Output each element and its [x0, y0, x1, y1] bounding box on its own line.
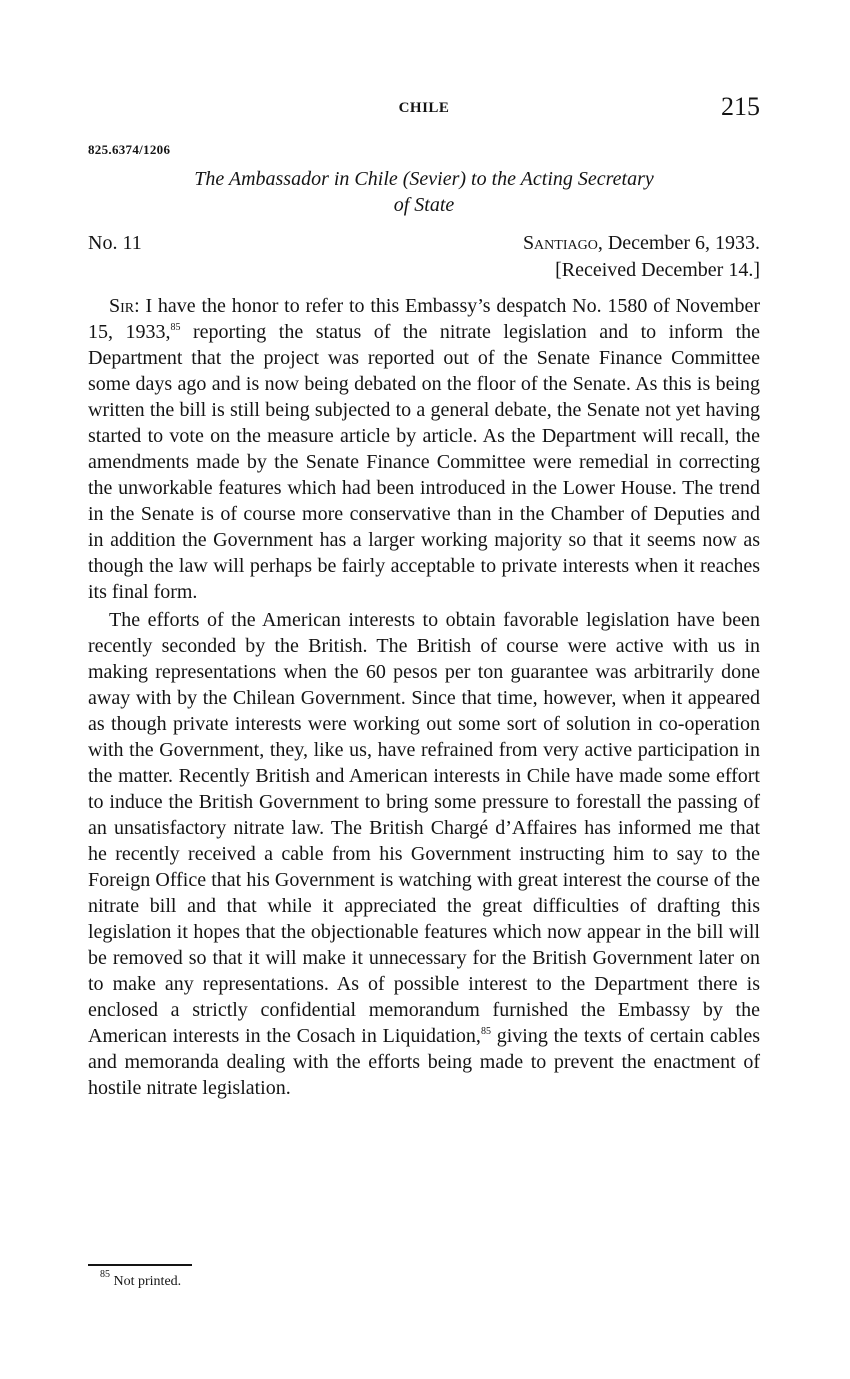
page-number: 215 — [721, 92, 760, 121]
date: December 6, 1933. — [607, 232, 760, 254]
document-title-line-1: The Ambassador in Chile (Sevier) to the Acting Secretary — [194, 168, 654, 190]
footnote — [100, 1269, 182, 1290]
paragraph-1-text-a: I have the honor to refer to this Embassy’s despatch No. 1580 of November 15, 1933, — [88, 295, 761, 343]
paragraph-1 — [88, 293, 760, 605]
dispatch-number: No. 11 — [88, 232, 142, 254]
paragraph-1-text-b: reporting the status of the nitrate legislation and to inform the Department that the project was reported out of the Senate Finance Committee some days ago and is now being debated on the floor of the Senate. As this is being written the bill is still being subjected to a general debate, the Senate not yet having started to vote on the measure article by article. As the Department will recall, the amendments made by the Senate Finance Committee were remedial in correcting the unworkable features which had been introduced in the Lower House. The trend in the Senate is of course more conservative than in the Chamber of Deputies and in addition the Government has a larger working majority so that it seems now as though the law will perhaps be fairly acceptable to private interests when it reaches its final form. — [88, 321, 761, 603]
place: Santiago, — [522, 232, 603, 254]
footnote-divider — [88, 1264, 192, 1266]
document-title-line-2: of State — [393, 194, 455, 216]
document-title — [88, 166, 760, 218]
paragraph-2-text-a: The efforts of the American interests to obtain favorable legislation have been recently seconded by the British. The British of course were active with us in making representations when the 60 pesos per ton guarantee was arbitrarily done away with by the Chilean Government. Since that time, however, when it appeared as though private interests were working out some sort of solution in co-operation with the Government, they, like us, have refrained from very active participation in the matter. Recently British and American interests in Chile have made some effort to induce the British Government to bring some pressure to forestall the passing of an unsatisfactory nitrate law. The British Chargé d’Affaires has informed me that he recently received a cable from his Government instructing him to say to the Foreign Office that his Government is watching with great interest the course of the nitrate bill and that while it appreciated the great difficulties of drafting this legislation it hopes that the objectionable features which now appear in the bill will be removed so that it will make it unnecessary for the British Government later on to make any representations. As of possible interest to the Department there is enclosed a strictly confidential memorandum furnished the Embassy by the American interests in the Cosach in Liquidation, — [88, 609, 760, 1047]
paragraph-2-text-b: giving the texts of certain cables and memoranda dealing with the efforts being made to prevent the enactment of hostile nitrate legislation. — [88, 1025, 761, 1099]
paragraph-2 — [88, 607, 760, 1101]
running-head: CHILE — [398, 100, 450, 116]
footnote-ref: 85 — [170, 322, 181, 333]
footnote-marker: 85 — [100, 1269, 110, 1280]
salutation: Sir: — [109, 295, 140, 317]
place-date — [523, 232, 760, 255]
footnote-text: Not printed. — [113, 1274, 182, 1289]
file-number: 825.6374/1206 — [88, 142, 171, 157]
footnote-ref: 85 — [480, 1026, 491, 1037]
page-header — [88, 92, 760, 124]
letter-body — [88, 293, 760, 1101]
received-date: [Received December 14.] — [555, 259, 760, 281]
